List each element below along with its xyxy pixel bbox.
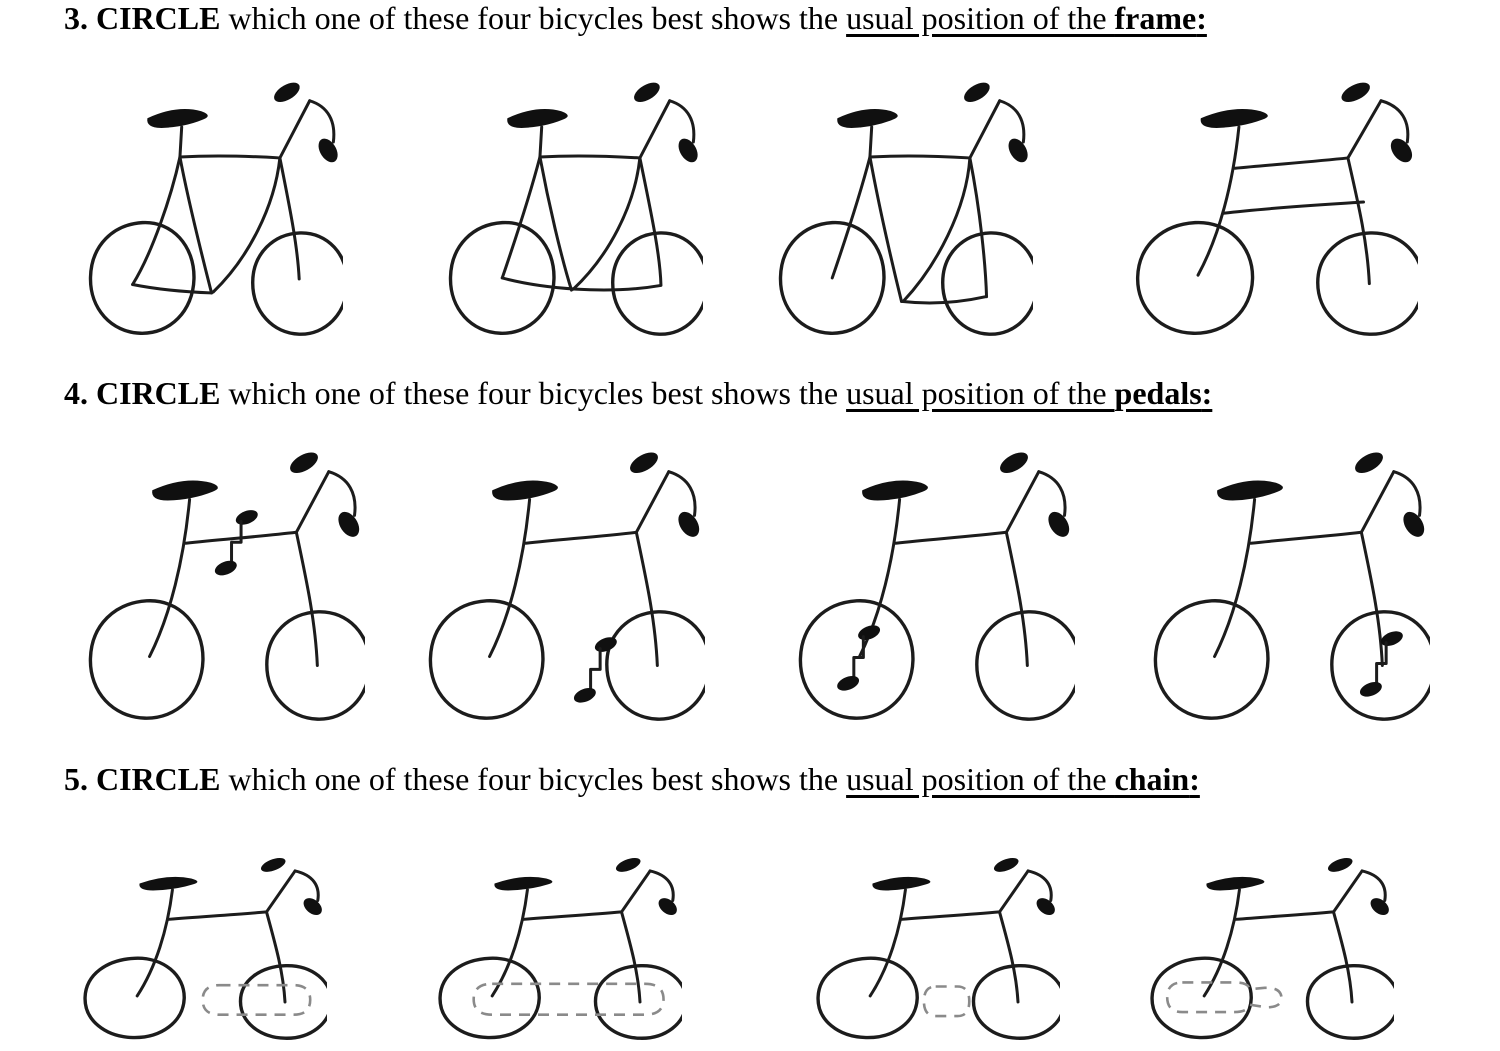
question-4-underlined: usual position of the xyxy=(846,375,1115,411)
question-5-prefix: 5. CIRCLE xyxy=(64,761,221,797)
front-fork xyxy=(280,158,299,279)
question-5-body: which one of these four bicycles best shows the xyxy=(220,761,847,797)
question-5-colon: : xyxy=(1189,761,1200,797)
stay-to-rear-hub xyxy=(502,157,540,278)
down-tube xyxy=(573,158,640,289)
question-4-prefix: 4. CIRCLE xyxy=(64,375,221,411)
question-3-colon: : xyxy=(1196,0,1207,36)
seat-tube xyxy=(540,157,572,290)
question-4-text xyxy=(64,375,1212,412)
question-5-underlined: usual position of the xyxy=(846,761,1115,797)
bicycle-option-q5-4[interactable] xyxy=(1142,836,1394,1051)
chain-dashed-loop xyxy=(203,985,311,1015)
front-fork xyxy=(970,158,987,297)
question-5-keyword: chain xyxy=(1114,761,1190,797)
front-fork xyxy=(640,158,661,285)
pedals-icon xyxy=(572,634,619,705)
question-4-colon: : xyxy=(1201,375,1213,411)
bicycle-option-q5-3[interactable] xyxy=(808,836,1060,1051)
bicycle-option-q5-1[interactable] xyxy=(75,836,327,1051)
down-tube xyxy=(213,158,280,292)
pedals-icon xyxy=(213,507,260,578)
seat-tube xyxy=(870,157,902,301)
pedals-icon xyxy=(835,623,882,694)
question-5-text xyxy=(64,761,1200,798)
question-4-keyword: pedals xyxy=(1114,375,1202,411)
bicycle-option-q3-3[interactable] xyxy=(770,52,1033,352)
question-3-text xyxy=(64,0,1207,37)
bicycle-option-q4-1[interactable] xyxy=(79,420,365,738)
bicycle-option-q4-4[interactable] xyxy=(1144,420,1430,738)
question-3-body: which one of these four bicycles best shows the xyxy=(220,0,847,36)
question-3-keyword: frame xyxy=(1114,0,1197,36)
chain-dashed-loop xyxy=(1167,982,1281,1012)
stay-to-rear-hub xyxy=(832,157,870,278)
down-tube xyxy=(903,158,970,301)
bicycle-option-q5-2[interactable] xyxy=(430,836,682,1051)
bicycle-option-q3-1[interactable] xyxy=(80,52,343,352)
seat-tube xyxy=(180,157,212,293)
bicycle-option-q3-2[interactable] xyxy=(440,52,703,352)
bicycle-option-q4-2[interactable] xyxy=(419,420,705,738)
chainstay xyxy=(133,285,212,293)
second-parallel-bar xyxy=(1223,202,1363,213)
stay-to-rear-hub xyxy=(133,157,180,285)
question-4-body: which one of these four bicycles best shows the xyxy=(220,375,847,411)
question-3-prefix: 3. CIRCLE xyxy=(64,0,221,36)
bicycle-option-q4-3[interactable] xyxy=(789,420,1075,738)
chain-dashed-loop xyxy=(474,984,664,1015)
bicycle-option-q3-4[interactable] xyxy=(1126,52,1418,352)
chain-dashed-loop xyxy=(924,987,969,1017)
question-3-underlined: usual position of the xyxy=(846,0,1115,36)
